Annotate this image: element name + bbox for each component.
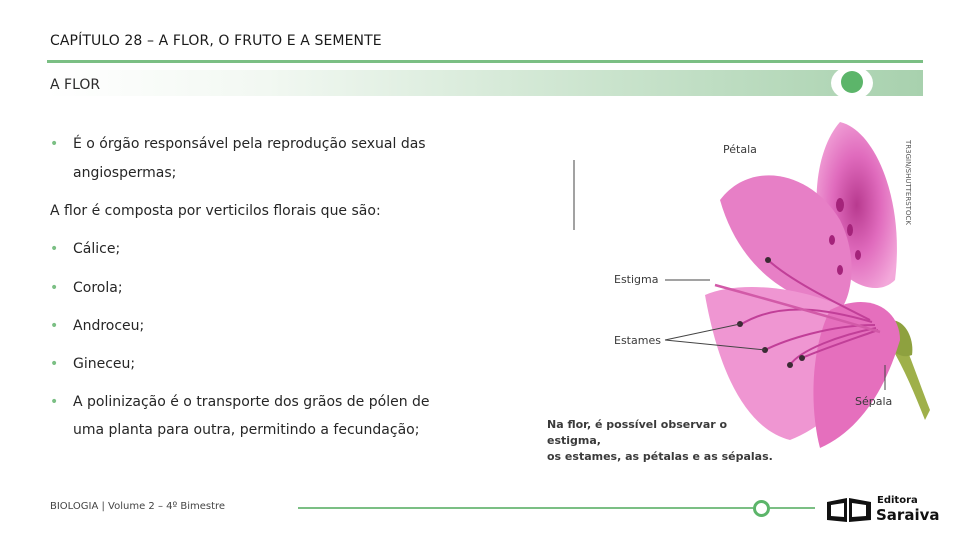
bullet-icon: • [50,241,59,257]
label-estames: Estames [614,334,661,347]
verticil-item: Gineceu; [73,356,136,372]
bullet-icon: • [50,280,59,296]
book-icon [825,494,873,524]
footer-label: BIOLOGIA | Volume 2 – 4º Bimestre [50,501,226,512]
footer-dot [753,500,770,517]
bullet-icon: • [50,318,59,334]
caption-line1: Na flor, é possível observar o estigma, [547,418,728,447]
section-badge-dot [841,71,863,93]
logo-text-bottom: Saraiva [876,506,940,524]
footer-line-right [770,507,815,509]
title-divider [47,60,923,63]
bullet-icon: • [50,136,59,152]
bullet-icon: • [50,394,59,410]
intro-text-line2: angiospermas; [73,165,177,181]
chapter-title: CAPÍTULO 28 – A FLOR, O FRUTO E A SEMENTE [50,33,382,49]
intro-text-line1: É o órgão responsável pela reprodução sexual das [73,136,426,152]
label-sepala: Sépala [855,395,893,408]
label-petala: Pétala [723,143,757,156]
footer-line-left [298,507,753,509]
section-title: A FLOR [50,77,101,93]
section-bar [47,70,923,96]
pollination-line2: uma planta para outra, permitindo a fecundação; [73,422,420,438]
caption-line2: os estames, as pétalas e as sépalas. [547,450,773,463]
verticil-item: Corola; [73,280,123,296]
image-credit: TR3GIN/SHUTTERSTOCK [904,140,912,225]
logo-text-top: Editora [877,495,918,506]
figure-caption [547,417,777,465]
pollination-line1: A polinização é o transporte dos grãos de pólen de [73,394,430,410]
verticil-item: Androceu; [73,318,145,334]
publisher-logo [825,494,945,526]
bullet-icon: • [50,356,59,372]
label-estigma: Estigma [614,273,659,286]
verticil-item: Cálice; [73,241,121,257]
composition-heading: A flor é composta por verticilos florais que são: [50,203,381,219]
